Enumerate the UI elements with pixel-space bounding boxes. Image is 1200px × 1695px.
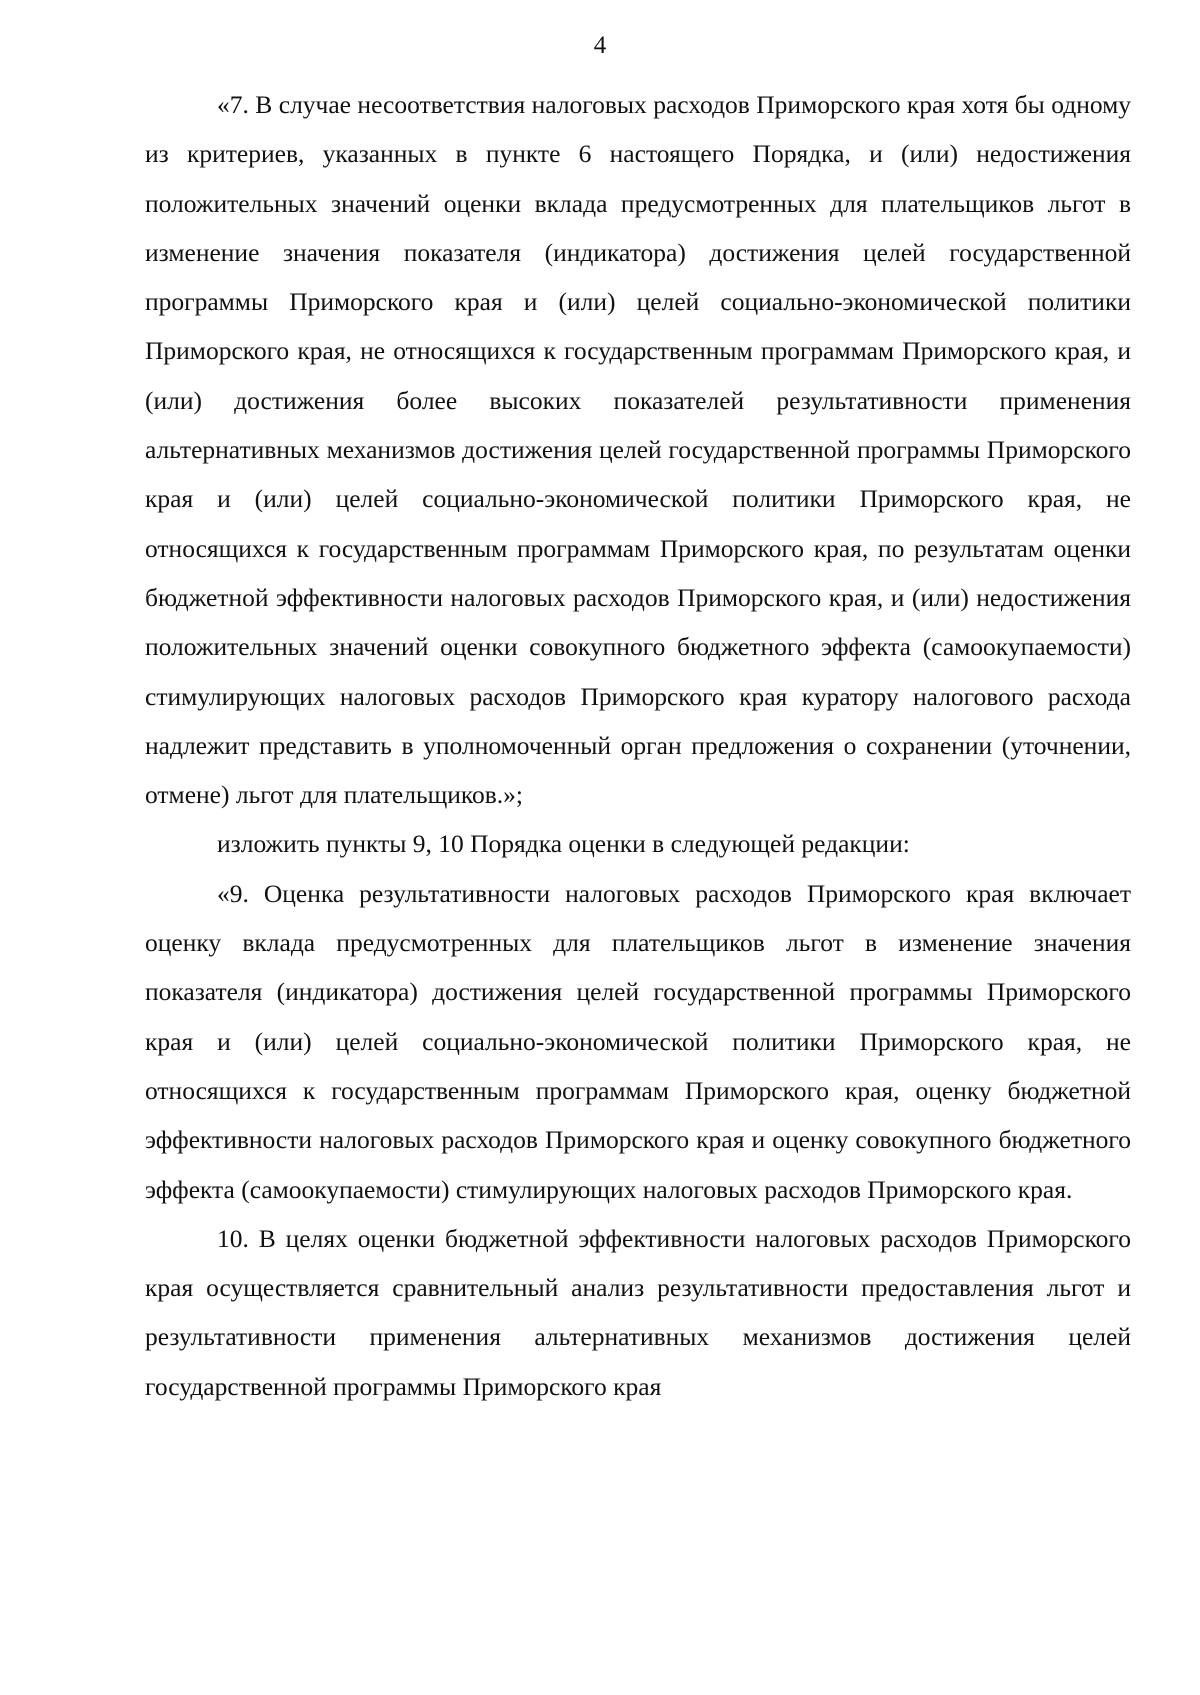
page-number: 4: [593, 32, 607, 59]
paragraph-clause-9: «9. Оценка результативности налоговых расходов Приморского края включает оценку вклада предусмотренных для плательщиков льгот в изменение значения показателя (индикатора) достижения целей государственной программы Приморского края и (или) целей социально-экономической политики Приморского края, не относящихся к государственным программам Приморского края, оценку бюджетной эффективности налоговых расходов Приморского края и оценку совокупного бюджетного эффекта (самоокупаемости) стимулирующих налоговых расходов Приморского края.: [145, 878, 1131, 1204]
paragraph-amendment-instruction: изложить пункты 9, 10 Порядка оценки в следующей редакции:: [217, 829, 910, 859]
paragraph-clause-10: 10. В целях оценки бюджетной эффективности налоговых расходов Приморского края осуществляется сравнительный анализ результативности предоставления льгот и результативности применения альтернативных механизмов достижения целей государственной программы Приморского края: [145, 1223, 1131, 1401]
paragraph-clause-7: «7. В случае несоответствия налоговых расходов Приморского края хотя бы одному из критериев, указанных в пункте 6 настоящего Порядка, и (или) недостижения положительных значений оценки вклада предусмотренных для плательщиков льгот в изменение значения показателя (индикатора) достижения целей государственной программы Приморского края и (или) целей социально-экономической политики Приморского края, не относящихся к государственным программам Приморского края, и (или) достижения более высоких показателей результативности применения альтернативных механизмов достижения целей государственной программы Приморского края и (или) целей социально-экономической политики Приморского края, не относящихся к государственным программам Приморского края, по результатам оценки бюджетной эффективности налоговых расходов Приморского края, и (или) недостижения положительных значений оценки совокупного бюджетного эффекта (самоокупаемости) стимулирующих налоговых расходов Приморского края куратору налогового расхода надлежит представить в уполномоченный орган предложения о сохранении (уточнении, отмене) льгот для плательщиков.»;: [145, 90, 1131, 810]
document-body: [145, 80, 1131, 1411]
